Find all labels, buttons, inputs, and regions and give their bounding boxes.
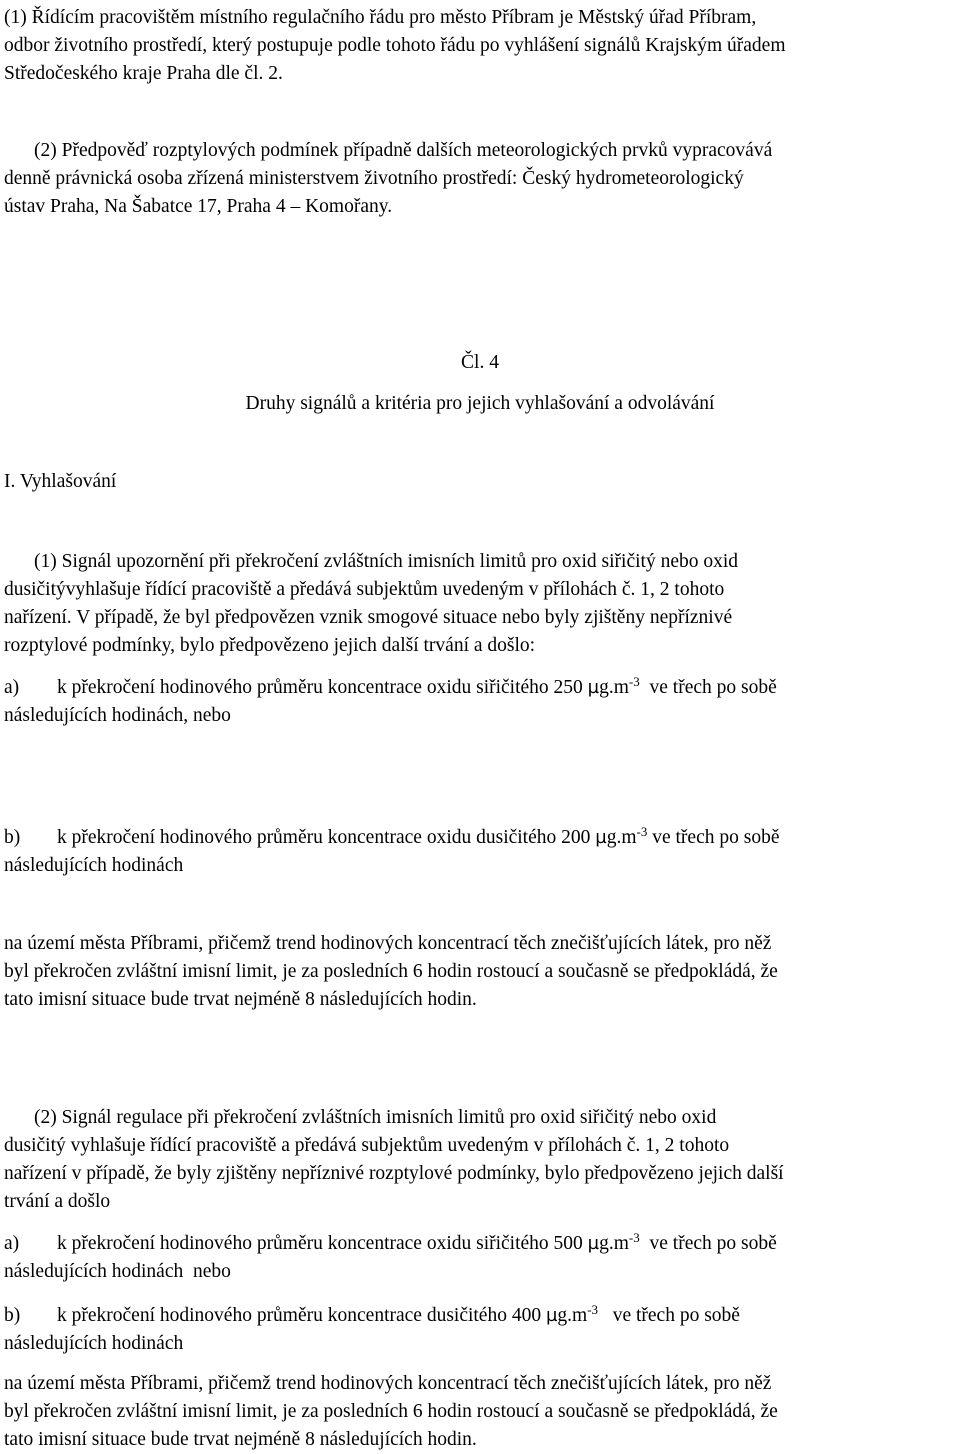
paragraph-2 xyxy=(4,137,954,221)
exponent: -3 xyxy=(628,674,640,689)
item-marker: a) xyxy=(4,677,20,698)
paragraph-1 xyxy=(4,4,954,88)
text-line: ústav Praha, Na Šabatce 17, Praha 4 – Komořany. xyxy=(4,196,393,217)
item-text: k překročení hodinového průměru koncentrace oxidu dusičitého 200 xyxy=(57,827,596,848)
text-line: (2) Předpověď rozptylových podmínek případně dalších meteorologických prvků vypracovává xyxy=(34,140,773,161)
signal-1-paragraph xyxy=(4,548,954,660)
article-title: Druhy signálů a kritéria pro jejich vyhlašování a odvolávání xyxy=(245,393,715,414)
signal-1-item-b xyxy=(4,824,954,880)
item-continuation: následujících hodinách, nebo xyxy=(4,705,231,726)
list-item xyxy=(4,1230,954,1258)
item-tail: ve třech po sobě xyxy=(639,677,777,698)
text-line: dusičitý vyhlašuje řídící pracoviště a předává subjektům uvedeným v přílohách č. 1, 2 tohoto xyxy=(4,1135,730,1156)
item-text: k překročení hodinového průměru koncentrace oxidu siřičitého 500 xyxy=(57,1233,588,1254)
item-continuation: následujících hodinách nebo xyxy=(4,1261,231,1282)
mu-symbol: µ xyxy=(545,1305,558,1326)
section-title: I. Vyhlašování xyxy=(4,471,117,492)
article-title-block xyxy=(0,390,960,418)
mu-symbol: µ xyxy=(587,1233,600,1254)
item-tail: ve třech po sobě xyxy=(647,827,780,848)
item-tail: ve třech po sobě xyxy=(639,1233,777,1254)
text-line: na území města Příbrami, přičemž trend hodinových koncentrací těch znečišťujících látek, pro něž xyxy=(4,1373,772,1394)
unit: g.m xyxy=(557,1305,588,1326)
signal-1-item-a xyxy=(4,674,954,730)
article-number: Čl. 4 xyxy=(461,352,499,373)
item-tail: ve třech po sobě xyxy=(598,1305,740,1326)
list-item xyxy=(4,824,954,852)
mu-symbol: µ xyxy=(587,677,600,698)
text-line: byl překročen zvláštní imisní limit, je za posledních 6 hodin rostoucí a současně se předpokládá, že xyxy=(4,961,778,982)
text-line: nařízení. V případě, že byl předpovězen vznik smogové situace nebo byly zjištěny nepříznivé xyxy=(4,607,733,628)
article-heading xyxy=(0,349,960,377)
text-line: tato imisní situace bude trvat nejméně 8 následujících hodin. xyxy=(4,989,477,1010)
text-line: dusičitývyhlašuje řídící pracoviště a předává subjektům uvedeným v přílohách č. 1, 2 tohoto xyxy=(4,579,725,600)
text-line: trvání a došlo xyxy=(4,1191,111,1212)
signal-2-paragraph xyxy=(4,1104,954,1216)
unit: g.m xyxy=(599,677,629,698)
signal-1-closing xyxy=(4,930,954,1014)
item-text: k překročení hodinového průměru koncentrace oxidu siřičitého 250 xyxy=(57,677,588,698)
section-heading xyxy=(4,468,954,496)
signal-2-closing xyxy=(4,1370,954,1454)
item-continuation: následujících hodinách xyxy=(4,1333,184,1354)
list-item xyxy=(4,1302,954,1330)
text-line: nařízení v případě, že byly zjištěny nepříznivé rozptylové podmínky, bylo předpovězeno jejich další xyxy=(4,1163,784,1184)
item-text: k překročení hodinového průměru koncentrace dusičitého 400 xyxy=(57,1305,546,1326)
exponent: -3 xyxy=(636,824,648,839)
item-marker: b) xyxy=(4,1305,21,1326)
text-line: (1) Signál upozornění při překročení zvláštních imisních limitů pro oxid siřičitý nebo oxid xyxy=(34,551,739,572)
item-marker: a) xyxy=(4,1233,20,1254)
exponent: -3 xyxy=(587,1302,599,1317)
unit: g.m xyxy=(599,1233,629,1254)
text-line: tato imisní situace bude trvat nejméně 8 následujících hodin. xyxy=(4,1429,477,1450)
item-continuation: následujících hodinách xyxy=(4,855,184,876)
text-line: rozptylové podmínky, bylo předpovězeno jejich další trvání a došlo: xyxy=(4,635,536,656)
signal-2-item-a xyxy=(4,1230,954,1286)
text-line: na území města Příbrami, přičemž trend hodinových koncentrací těch znečišťujících látek, pro něž xyxy=(4,933,772,954)
mu-symbol: µ xyxy=(595,827,607,848)
text-line: odbor životního prostředí, který postupuje podle tohoto řádu po vyhlášení signálů Krajským úřadem xyxy=(4,35,786,56)
unit: g.m xyxy=(606,827,637,848)
text-line: (2) Signál regulace při překročení zvláštních imisních limitů pro oxid siřičitý nebo oxid xyxy=(34,1107,717,1128)
text-line: Středočeského kraje Praha dle čl. 2. xyxy=(4,63,283,84)
item-marker: b) xyxy=(4,827,21,848)
text-line: (1) Řídícím pracovištěm místního regulačního řádu pro město Příbram je Městský úřad Příbram, xyxy=(4,7,757,28)
text-line: denně právnická osoba zřízená ministerstvem životního prostředí: Český hydrometeorologický xyxy=(4,168,744,189)
exponent: -3 xyxy=(628,1230,640,1245)
signal-2-item-b xyxy=(4,1302,954,1358)
list-item xyxy=(4,674,954,702)
text-line: byl překročen zvláštní imisní limit, je za posledních 6 hodin rostoucí a současně se předpokládá, že xyxy=(4,1401,778,1422)
